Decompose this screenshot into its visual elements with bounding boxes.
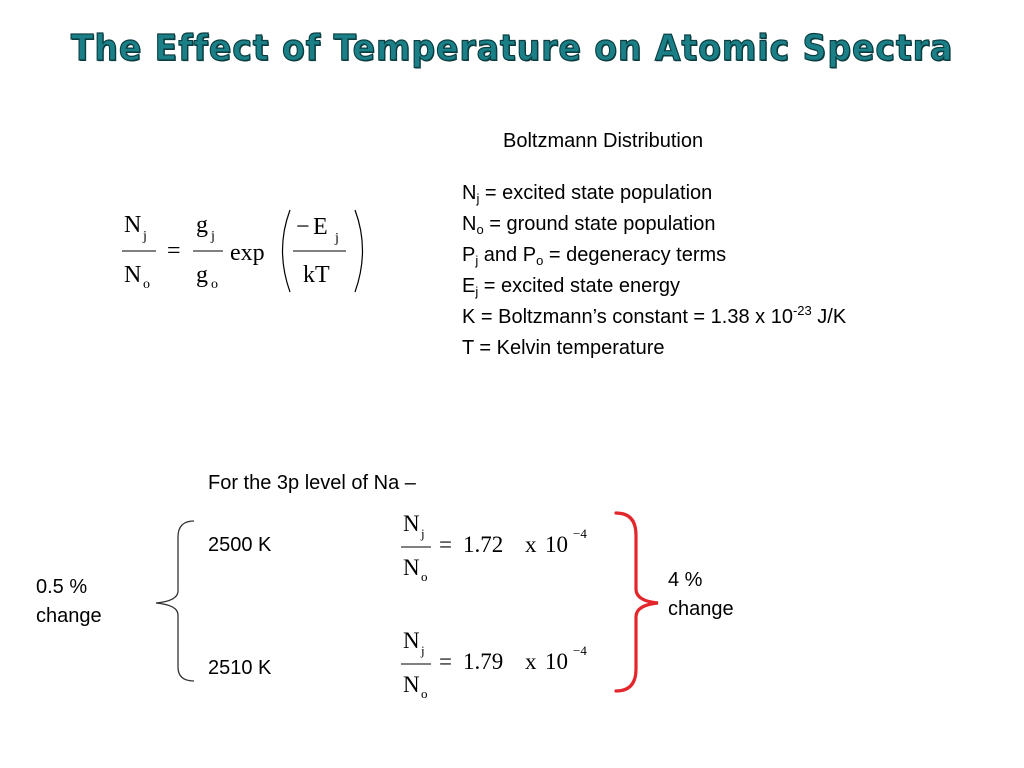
def-text: T = Kelvin temperature — [462, 337, 665, 359]
eq-g-denominator-sub: o — [211, 277, 218, 292]
boltzmann-equation — [110, 200, 380, 300]
ratio-numerator-sub: j — [421, 526, 425, 541]
right-change-word: change — [668, 598, 734, 620]
ratio-denominator-sub: o — [421, 686, 428, 701]
left-change-word: change — [36, 605, 102, 627]
ratio-equation-2500 — [395, 505, 610, 585]
def-text: K = Boltzmann’s constant = 1.38 x 10 — [462, 306, 793, 328]
eq-g-numerator-sub: j — [211, 229, 215, 244]
ratio-exponent: −4 — [573, 643, 587, 658]
definition-item — [462, 209, 846, 240]
eq-minus-sign: − — [296, 214, 310, 240]
ratio-times: x — [525, 649, 537, 674]
def-text: and P — [478, 244, 537, 266]
definition-list — [462, 178, 846, 364]
eq-g-numerator: g — [196, 212, 208, 238]
ratio-denominator: N — [403, 672, 420, 697]
ratio-numerator: N — [403, 511, 420, 536]
eq-left-paren — [283, 210, 291, 292]
example-heading: For the 3p level of Na – — [208, 472, 416, 494]
ratio-value: 1.72 — [463, 532, 504, 557]
def-symbol-sub: o — [476, 222, 484, 237]
eq-energy: E — [313, 214, 328, 240]
def-symbol: P — [462, 244, 476, 266]
left-curly-brace — [150, 515, 200, 685]
eq-lhs-numerator: N — [124, 212, 142, 238]
definition-item — [462, 302, 846, 333]
def-text: = excited state population — [479, 182, 713, 204]
eq-lhs-denominator: N — [124, 262, 142, 288]
eq-lhs-denominator-sub: o — [143, 277, 150, 292]
def-text: = ground state population — [483, 213, 716, 235]
temperature-label-2510: 2510 K — [208, 657, 272, 679]
def-exponent: -23 — [792, 303, 812, 318]
definition-item — [462, 178, 846, 209]
definition-item — [462, 333, 846, 364]
def-text: = degeneracy terms — [543, 244, 727, 266]
ratio-numerator-sub: j — [421, 643, 425, 658]
eq-right-paren — [355, 210, 363, 292]
left-change-note — [36, 573, 102, 631]
left-change-percent: 0.5 % — [36, 576, 88, 598]
ratio-equals: = — [439, 532, 452, 557]
def-symbol-sub: j — [475, 253, 479, 268]
right-change-note — [668, 566, 734, 624]
ratio-base: 10 — [545, 649, 568, 674]
temperature-label-2500: 2500 K — [208, 534, 272, 556]
def-symbol: N — [462, 182, 477, 204]
ratio-equation-2510 — [395, 622, 610, 702]
def-text: = excited state energy — [478, 275, 681, 297]
eq-energy-sub: j — [335, 231, 339, 246]
ratio-value: 1.79 — [463, 649, 504, 674]
definition-item — [462, 240, 846, 271]
def-symbol-sub: j — [476, 191, 480, 206]
eq-lhs-numerator-sub: j — [143, 229, 147, 244]
def-symbol-sub: o — [536, 253, 544, 268]
page-title-text: The Effect of Temperature on Atomic Spectra — [70, 28, 954, 69]
definition-item — [462, 271, 846, 302]
ratio-numerator: N — [403, 628, 420, 653]
def-symbol-sub: j — [475, 284, 479, 299]
eq-exp: exp — [230, 240, 265, 266]
ratio-times: x — [525, 532, 537, 557]
boltzmann-heading: Boltzmann Distribution — [503, 130, 704, 152]
def-symbol: N — [462, 213, 477, 235]
def-text: J/K — [811, 306, 847, 328]
ratio-denominator-sub: o — [421, 569, 428, 584]
right-red-bracket — [610, 505, 670, 700]
ratio-base: 10 — [545, 532, 568, 557]
ratio-exponent: −4 — [573, 526, 587, 541]
eq-g-denominator: g — [196, 262, 208, 288]
eq-equals-sign: = — [167, 238, 181, 264]
right-change-percent: 4 % — [668, 569, 703, 591]
eq-kt: kT — [303, 262, 330, 288]
ratio-equals: = — [439, 649, 452, 674]
page-title — [41, 28, 983, 69]
ratio-denominator: N — [403, 555, 420, 580]
def-symbol: E — [462, 275, 476, 297]
